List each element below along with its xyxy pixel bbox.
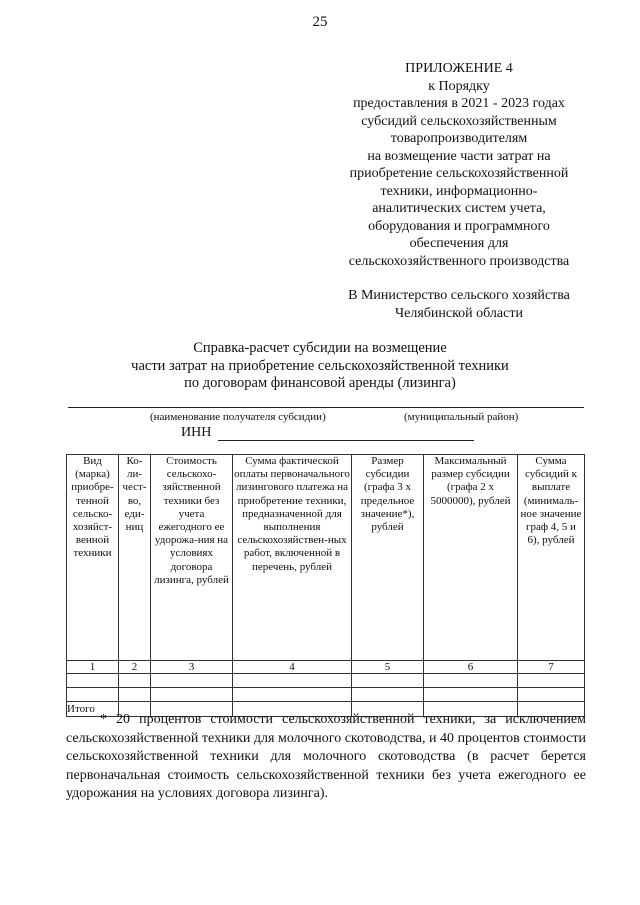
appendix-line: к Порядку xyxy=(428,78,490,94)
appendix-line: приобретение сельскохозяйственной xyxy=(349,166,569,181)
appendix-line: ПРИЛОЖЕНИЕ 4 xyxy=(405,61,513,76)
document-title xyxy=(60,340,580,393)
column-number: 4 xyxy=(233,661,352,674)
table-cell xyxy=(424,674,518,688)
appendix-line: на возмещение части затрат на xyxy=(367,148,551,164)
table-cell xyxy=(151,674,233,688)
inn-line xyxy=(218,440,474,441)
recipient-name-line xyxy=(68,407,584,408)
column-number: 7 xyxy=(518,661,585,674)
header-cell: Размер субсидии (графа 3 х предельное значение*), рублей xyxy=(352,455,424,661)
inn-label: ИНН xyxy=(181,425,212,440)
appendix-line: техники, информационно- xyxy=(380,183,538,199)
column-number: 5 xyxy=(352,661,424,674)
column-number: 3 xyxy=(151,661,233,674)
table-cell xyxy=(424,688,518,702)
appendix-line: обеспечения для xyxy=(409,236,509,251)
appendix-header xyxy=(300,60,618,322)
addressee-line: В Министерство сельского хозяйства xyxy=(348,288,570,303)
table-cell xyxy=(151,688,233,702)
header-cell: Ко-ли-чест-во, еди-ниц xyxy=(119,455,151,661)
table-header-row xyxy=(67,455,585,661)
footnote: * 20 процентов стоимости сельскохозяйственной техники, за исключением сельскохозяйственной техники для молочного скотоводства, и 40 процентов стоимости сельскохозяйственной техники для молочного скотоводства (в расчет берется первоначальная стоимость сельскохозяйственной техники без учета ежегодного ее удорожания на условиях договора лизинга). xyxy=(66,712,586,801)
table-cell xyxy=(119,674,151,688)
page-number: 25 xyxy=(312,14,328,30)
appendix-line: товаропроизводителям xyxy=(390,131,528,146)
table-cell xyxy=(233,674,352,688)
spacer xyxy=(300,270,618,287)
header-cell: Вид (марка) приобре-тенной сельско-хозяйст-венной техники xyxy=(67,455,119,661)
table-cell xyxy=(67,688,119,702)
appendix-line: аналитических систем учета, xyxy=(372,201,546,216)
recipient-caption: (наименование получателя субсидии) xyxy=(150,411,326,423)
district-caption: (муниципальный район) xyxy=(404,411,519,423)
addressee-line: Челябинской области xyxy=(395,305,523,321)
appendix-line: субсидий сельскохозяйственным xyxy=(361,113,557,129)
header-cell: Стоимость сельскохо-зяйственной техники без учета ежегодного ее удорожа-ния на условиях договора лизинга, рублей xyxy=(151,455,233,661)
title-line: части затрат на приобретение сельскохозяйственной техники xyxy=(131,357,509,374)
table-cell xyxy=(518,688,585,702)
table-cell xyxy=(352,688,424,702)
appendix-line: предоставления в 2021 - 2023 годах xyxy=(353,96,565,111)
appendix-line: сельскохозяйственного производства xyxy=(348,253,570,269)
title-line: по договорам финансовой аренды (лизинга) xyxy=(184,375,456,391)
table-cell xyxy=(518,674,585,688)
calculation-table xyxy=(66,454,585,717)
total-label: Итого xyxy=(67,702,119,717)
table-cell xyxy=(233,688,352,702)
column-number: 2 xyxy=(119,661,151,674)
table-cell xyxy=(67,674,119,688)
header-cell: Сумма субсидий к выплате (минималь-ное значение граф 4, 5 и 6), рублей xyxy=(518,455,585,661)
table-cell xyxy=(352,674,424,688)
header-cell: Сумма фактической оплаты первоначального лизингового платежа на приобретение техники, предназначенной для выполнения сельскохозяйствен-ных работ, включенной в перечень, рублей xyxy=(233,455,352,661)
table-row xyxy=(67,688,585,702)
appendix-line: оборудования и программного xyxy=(368,218,550,234)
column-number: 1 xyxy=(67,661,119,674)
header-cell: Максимальный размер субсидии (графа 2 х 5000000), рублей xyxy=(424,455,518,661)
title-line: Справка-расчет субсидии на возмещение xyxy=(193,340,447,356)
column-number: 6 xyxy=(424,661,518,674)
table-cell xyxy=(119,688,151,702)
table-row xyxy=(67,674,585,688)
column-number-row xyxy=(67,661,585,674)
